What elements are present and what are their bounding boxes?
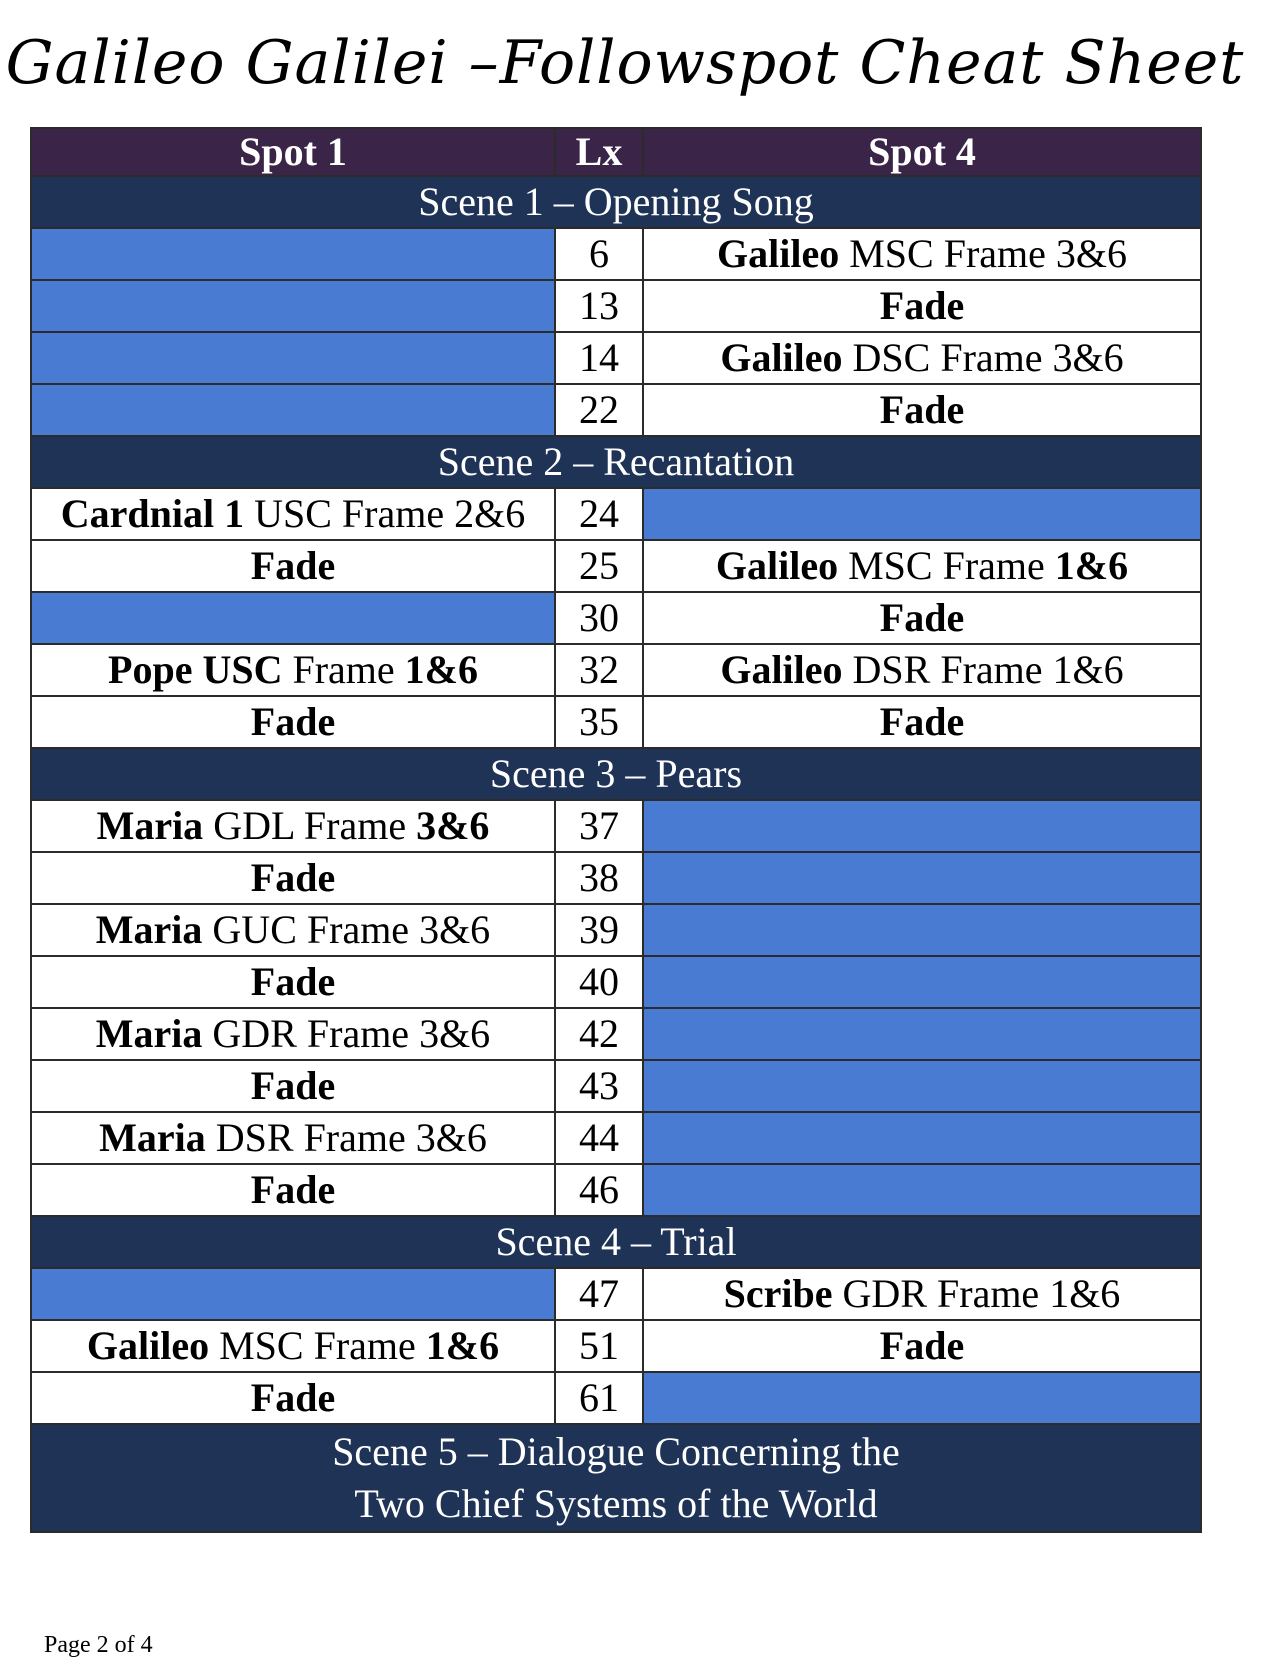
spot4-cell xyxy=(643,1268,1201,1320)
empty-spot-cell xyxy=(31,592,555,644)
empty-spot-cell xyxy=(31,228,555,280)
lx-cue-number: 61 xyxy=(555,1372,643,1424)
spot1-cell xyxy=(31,1372,555,1424)
lx-cue-number: 51 xyxy=(555,1320,643,1372)
cue-text-part: Pope USC xyxy=(108,647,283,692)
cue-text-part: Fade xyxy=(250,1063,336,1108)
cue-text-part: Fade xyxy=(879,283,965,328)
cue-text-part: Fade xyxy=(250,543,336,588)
cue-text-part: 3&6 xyxy=(416,803,490,848)
spot1-cell xyxy=(31,800,555,852)
spot4-cell xyxy=(643,280,1201,332)
lx-cue-number: 40 xyxy=(555,956,643,1008)
empty-spot-cell xyxy=(643,488,1201,540)
spot4-cell xyxy=(643,1320,1201,1372)
spot4-cell xyxy=(643,540,1201,592)
lx-cue-number: 39 xyxy=(555,904,643,956)
empty-spot-cell xyxy=(31,384,555,436)
cue-row xyxy=(31,488,1201,540)
cue-row xyxy=(31,280,1201,332)
empty-spot-cell xyxy=(643,1372,1201,1424)
empty-spot-cell xyxy=(31,332,555,384)
spot1-header: Spot 1 xyxy=(31,128,555,176)
cue-text-part: GDR Frame 1&6 xyxy=(832,1271,1121,1316)
cue-text-part: Fade xyxy=(250,959,336,1004)
cue-row xyxy=(31,800,1201,852)
empty-spot-cell xyxy=(31,280,555,332)
scene-heading: Scene 2 – Recantation xyxy=(31,436,1201,488)
scene-row xyxy=(31,1424,1201,1532)
empty-spot-cell xyxy=(643,800,1201,852)
lx-cue-number: 46 xyxy=(555,1164,643,1216)
cue-text-part: Fade xyxy=(879,1323,965,1368)
cue-text-part: Fade xyxy=(250,699,336,744)
scene-row xyxy=(31,176,1201,228)
scene-heading-line: Scene 5 – Dialogue Concerning the xyxy=(332,1429,900,1474)
empty-spot-cell xyxy=(643,852,1201,904)
cheat-sheet-body xyxy=(31,176,1201,1532)
scene-heading: Scene 1 – Opening Song xyxy=(31,176,1201,228)
cue-text-part: Galileo xyxy=(720,647,843,692)
spot1-cell xyxy=(31,1060,555,1112)
cue-text-part: Maria xyxy=(96,803,204,848)
cue-row xyxy=(31,1268,1201,1320)
cue-text-part: USC Frame 2&6 xyxy=(244,491,526,536)
cue-row xyxy=(31,540,1201,592)
spot1-cell xyxy=(31,1320,555,1372)
cue-text-part: DSR Frame 1&6 xyxy=(842,647,1124,692)
cue-text-part: GDL Frame xyxy=(203,803,417,848)
cue-text-part: Galileo xyxy=(720,335,843,380)
cue-row xyxy=(31,1372,1201,1424)
lx-cue-number: 24 xyxy=(555,488,643,540)
cue-text-part: GUC Frame 3&6 xyxy=(202,907,491,952)
lx-cue-number: 6 xyxy=(555,228,643,280)
lx-cue-number: 37 xyxy=(555,800,643,852)
scene-row xyxy=(31,436,1201,488)
cue-text-part: Scribe xyxy=(723,1271,833,1316)
page-title: Galileo Galilei –Followspot Cheat Sheet xyxy=(5,28,1245,98)
empty-spot-cell xyxy=(643,1112,1201,1164)
lx-header: Lx xyxy=(555,128,643,176)
cue-text-part: MSC Frame 3&6 xyxy=(839,231,1127,276)
spot4-cell xyxy=(643,384,1201,436)
page-footer: Page 2 of 4 xyxy=(44,1632,153,1658)
cue-row xyxy=(31,1164,1201,1216)
lx-cue-number: 47 xyxy=(555,1268,643,1320)
empty-spot-cell xyxy=(643,956,1201,1008)
lx-cue-number: 14 xyxy=(555,332,643,384)
cue-text-part: Fade xyxy=(879,595,965,640)
cheat-sheet-table xyxy=(30,127,1202,1533)
cue-text-part: Fade xyxy=(250,1167,336,1212)
scene-heading: Scene 4 – Trial xyxy=(31,1216,1201,1268)
lx-cue-number: 44 xyxy=(555,1112,643,1164)
cue-text-part: MSC Frame xyxy=(838,543,1055,588)
cue-text-part: DSR Frame 3&6 xyxy=(205,1115,487,1160)
cue-text-part: DSC Frame 3&6 xyxy=(842,335,1124,380)
scene-row xyxy=(31,748,1201,800)
cue-text-part: Fade xyxy=(250,1375,336,1420)
cue-row xyxy=(31,332,1201,384)
cue-row xyxy=(31,1112,1201,1164)
cue-row xyxy=(31,644,1201,696)
cue-text-part: Fade xyxy=(879,699,965,744)
lx-cue-number: 25 xyxy=(555,540,643,592)
cue-text-part: Maria xyxy=(95,907,203,952)
scene-heading xyxy=(31,1424,1201,1532)
cue-text-part: Galileo xyxy=(716,231,840,276)
scene-heading: Scene 3 – Pears xyxy=(31,748,1201,800)
spot4-cell xyxy=(643,696,1201,748)
cue-text-part: 1&6 xyxy=(404,647,478,692)
cue-row xyxy=(31,228,1201,280)
cue-text-part: Fade xyxy=(879,387,965,432)
cue-row xyxy=(31,1008,1201,1060)
scene-heading-line: Two Chief Systems of the World xyxy=(354,1481,878,1526)
cue-text-part: Fade xyxy=(250,855,336,900)
spot1-cell xyxy=(31,540,555,592)
cue-text-part: Cardnial 1 xyxy=(60,491,245,536)
spot1-cell xyxy=(31,956,555,1008)
cue-row xyxy=(31,384,1201,436)
lx-cue-number: 43 xyxy=(555,1060,643,1112)
header-row xyxy=(31,128,1201,176)
cue-row xyxy=(31,1320,1201,1372)
cue-row xyxy=(31,852,1201,904)
spot4-cell xyxy=(643,592,1201,644)
spot1-cell xyxy=(31,1112,555,1164)
spot1-cell xyxy=(31,852,555,904)
spot1-cell xyxy=(31,904,555,956)
spot1-cell xyxy=(31,1164,555,1216)
lx-cue-number: 30 xyxy=(555,592,643,644)
scene-row xyxy=(31,1216,1201,1268)
empty-spot-cell xyxy=(643,1164,1201,1216)
spot4-cell xyxy=(643,228,1201,280)
lx-cue-number: 38 xyxy=(555,852,643,904)
spot1-cell xyxy=(31,696,555,748)
cue-text-part: MSC Frame xyxy=(209,1323,426,1368)
empty-spot-cell xyxy=(31,1268,555,1320)
spot4-cell xyxy=(643,644,1201,696)
lx-cue-number: 35 xyxy=(555,696,643,748)
cue-text-part: GDR Frame 3&6 xyxy=(202,1011,491,1056)
cue-row xyxy=(31,696,1201,748)
cue-text-part: Maria xyxy=(99,1115,206,1160)
cue-row xyxy=(31,956,1201,1008)
cue-text-part: Frame xyxy=(282,647,405,692)
spot1-cell xyxy=(31,1008,555,1060)
empty-spot-cell xyxy=(643,904,1201,956)
cue-row xyxy=(31,592,1201,644)
cue-text-part: Galileo xyxy=(86,1323,210,1368)
cue-text-part: 1&6 xyxy=(425,1323,500,1368)
cue-row xyxy=(31,1060,1201,1112)
cue-row xyxy=(31,904,1201,956)
lx-cue-number: 22 xyxy=(555,384,643,436)
lx-cue-number: 32 xyxy=(555,644,643,696)
empty-spot-cell xyxy=(643,1008,1201,1060)
cue-text-part: Galileo xyxy=(715,543,839,588)
spot1-cell xyxy=(31,644,555,696)
empty-spot-cell xyxy=(643,1060,1201,1112)
spot4-cell xyxy=(643,332,1201,384)
spot4-header: Spot 4 xyxy=(643,128,1201,176)
lx-cue-number: 42 xyxy=(555,1008,643,1060)
cue-text-part: 1&6 xyxy=(1054,543,1129,588)
spot1-cell xyxy=(31,488,555,540)
cue-text-part: Maria xyxy=(95,1011,203,1056)
lx-cue-number: 13 xyxy=(555,280,643,332)
